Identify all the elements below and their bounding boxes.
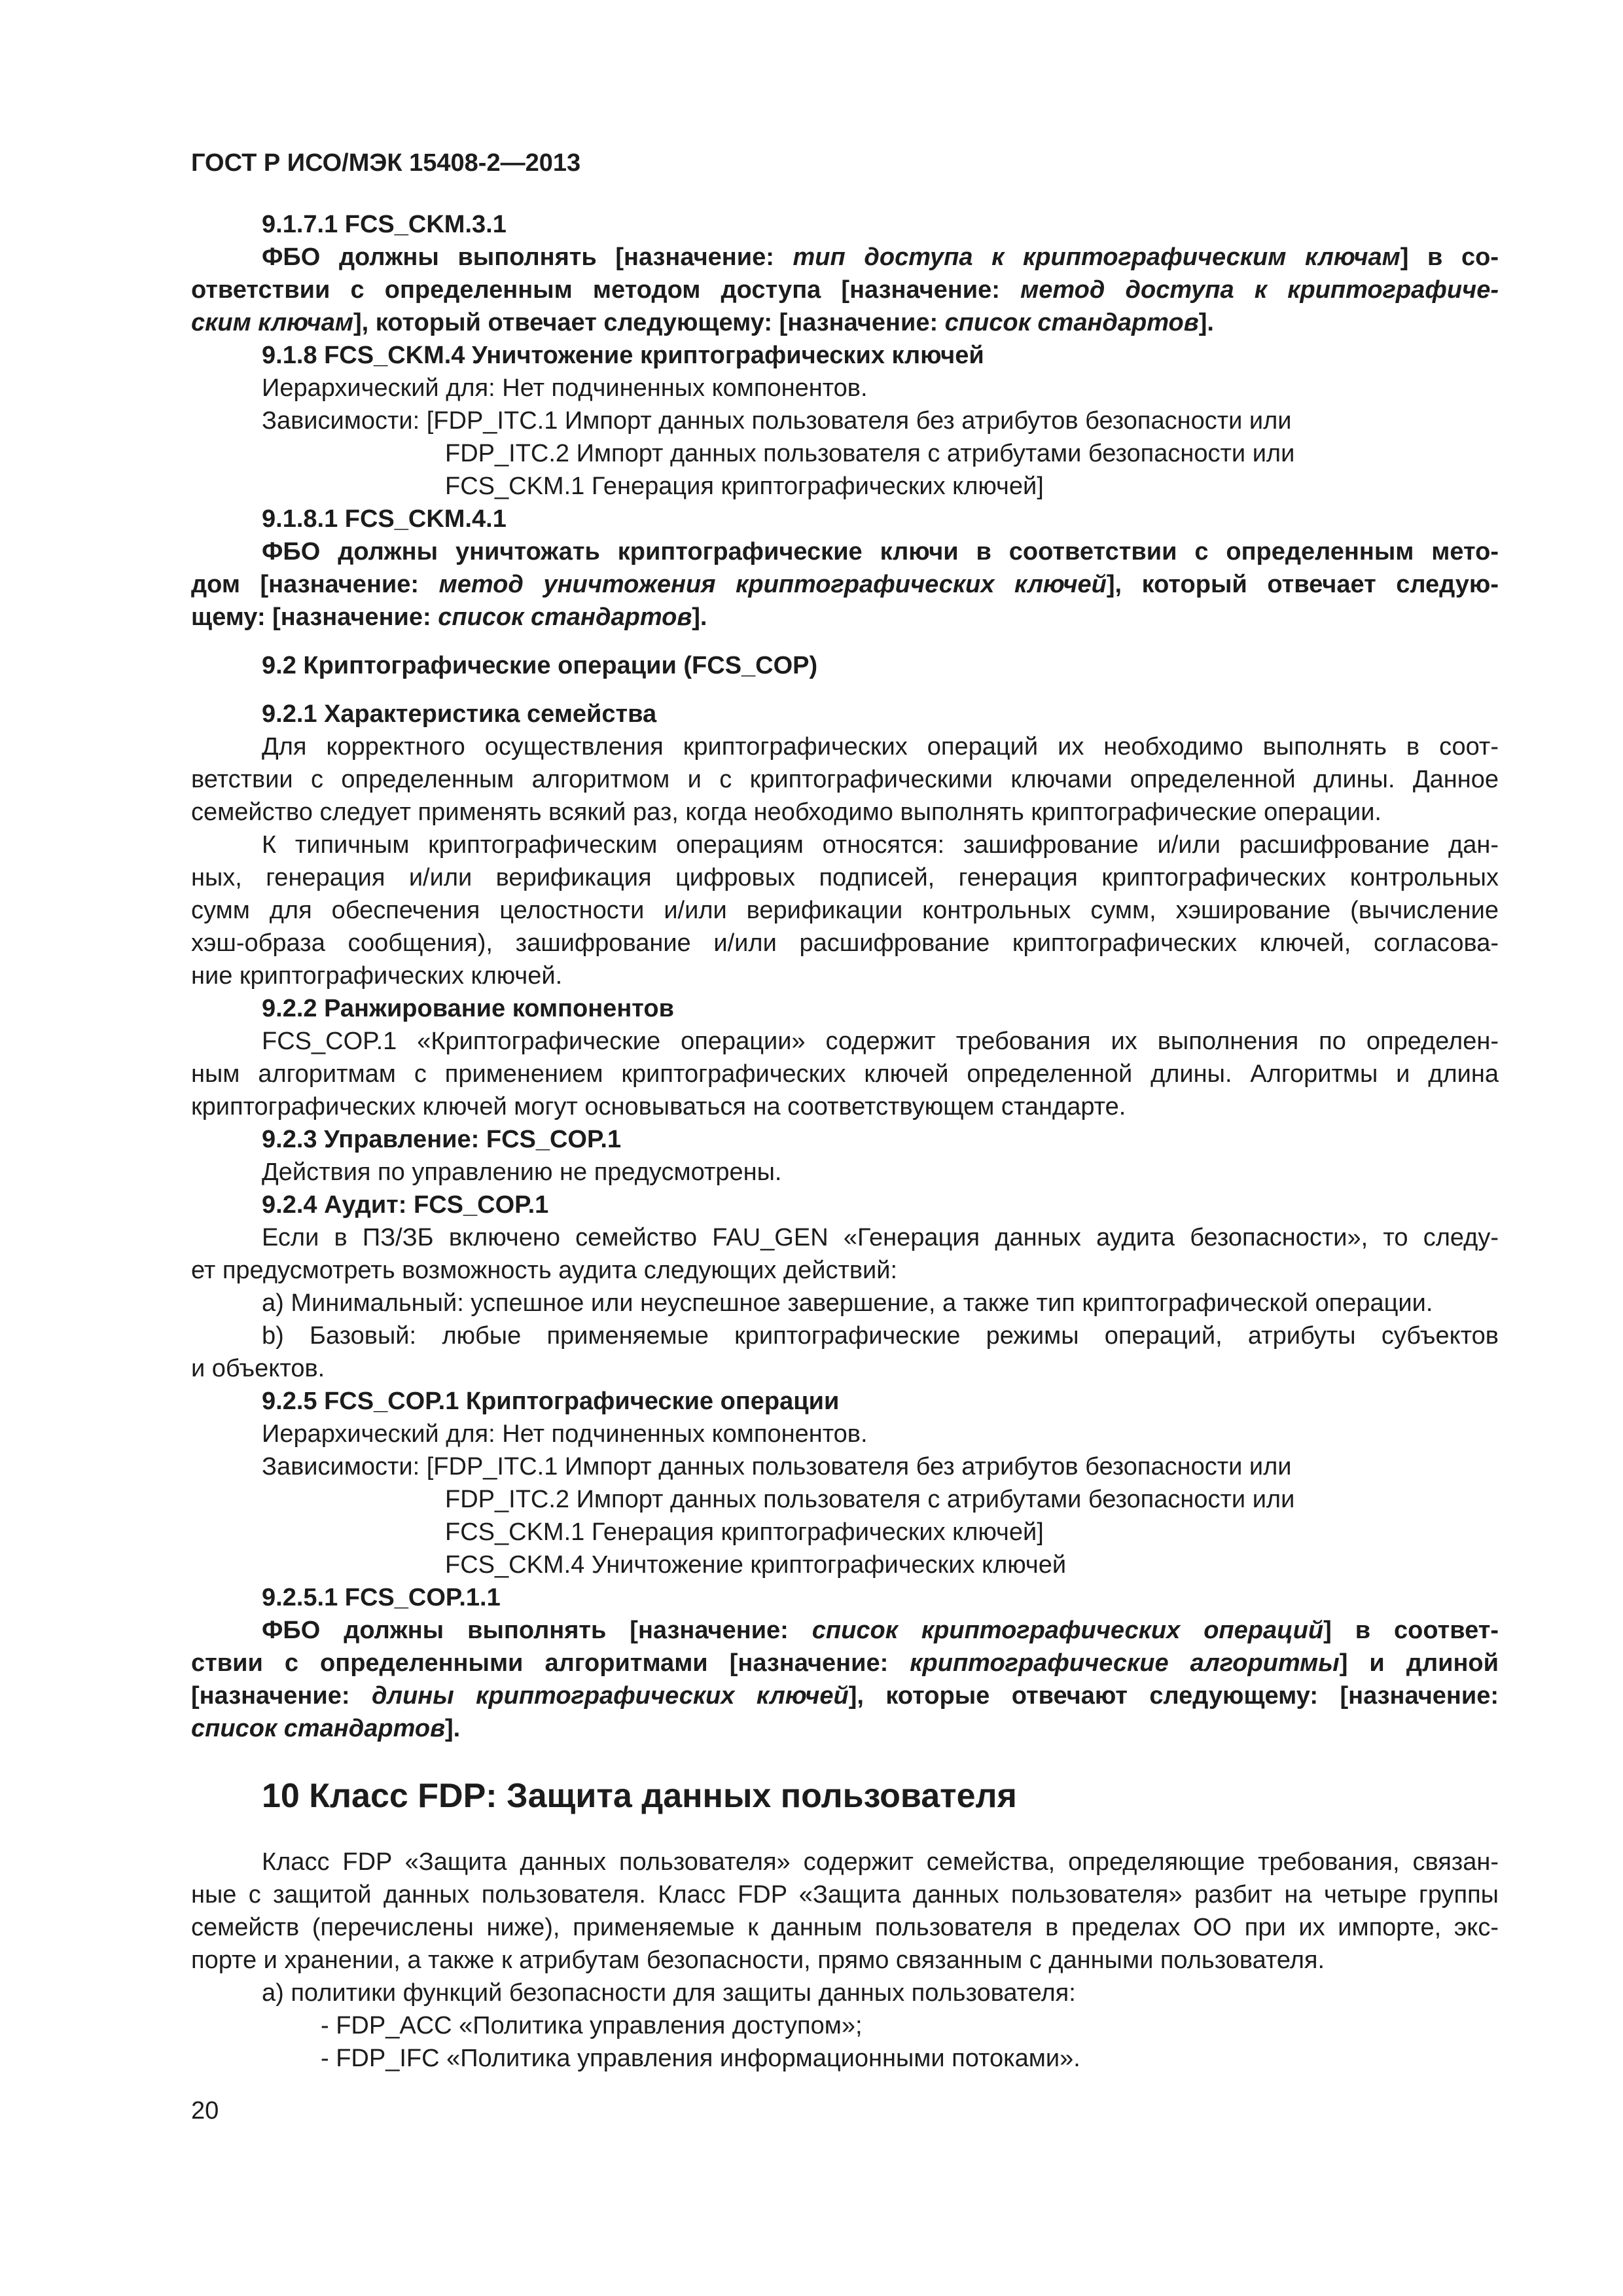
paragraph-line: FCS_COP.1 «Криптографические операции» содержит требования их выполнения по определен- <box>262 1028 1499 1055</box>
paragraph-line: ным алгоритмам с применением криптографических ключей определенной длины. Алгоритмы и длина <box>191 1060 1499 1088</box>
dependencies-line: FCS_CKM.1 Генерация криптографических ключей] <box>445 473 1044 500</box>
paragraph-line: Действия по управлению не предусмотрены. <box>262 1158 782 1186</box>
hierarchy-line: Иерархический для: Нет подчиненных компонентов. <box>262 1420 868 1448</box>
requirement-line: ФБО должны выполнять [назначение: тип доступа к криптографическим ключам] в со- <box>262 243 1499 271</box>
clause-heading-9-1-8: 9.1.8 FCS_CKM.4 Уничтожение криптографических ключей <box>262 342 984 369</box>
requirement-line: [назначение: длины криптографических ключей], которые отвечают следующему: [назначение: <box>191 1682 1499 1710</box>
requirement-line: ФБО должны выполнять [назначение: список криптографических операций] в соответ- <box>262 1617 1499 1644</box>
clause-heading-9-1-8-1: 9.1.8.1 FCS_CKM.4.1 <box>262 505 507 533</box>
list-item-dash: - FDP_IFC «Политика управления информационными потоками». <box>321 2045 1080 2072</box>
list-item-a: a) Минимальный: успешное или неуспешное завершение, а также тип криптографической операции. <box>262 1289 1433 1317</box>
dependencies-line: Зависимости: [FDP_ITC.1 Импорт данных пользователя без атрибутов безопасности или <box>262 1453 1292 1480</box>
dependencies-line: FCS_CKM.4 Уничтожение криптографических ключей <box>445 1551 1067 1579</box>
paragraph-line: Если в ПЗ/ЗБ включено семейство FAU_GEN «Генерация данных аудита безопасности», то следу- <box>262 1224 1499 1251</box>
paragraph-line: хэш-образа сообщения), зашифрование и/или расшифрование криптографических ключей, согласова- <box>191 929 1499 957</box>
paragraph-line: К типичным криптографическим операциям относятся: зашифрование и/или расшифрование дан- <box>262 831 1499 859</box>
paragraph-line: ные с защитой данных пользователя. Класс FDP «Защита данных пользователя» разбит на четыре группы <box>191 1881 1499 1909</box>
requirement-line: щему: [назначение: список стандартов]. <box>191 603 707 631</box>
paragraph-line: ветствии с определенным алгоритмом и с криптографическими ключами определенной длины. Данное <box>191 766 1499 793</box>
list-item-b-cont: и объектов. <box>191 1355 325 1382</box>
clause-heading-9-2-5: 9.2.5 FCS_COP.1 Криптографические операции <box>262 1388 840 1415</box>
clause-heading-9-2-1: 9.2.1 Характеристика семейства <box>262 700 657 728</box>
dependencies-line: Зависимости: [FDP_ITC.1 Импорт данных пользователя без атрибутов безопасности или <box>262 407 1292 435</box>
requirement-line: ским ключам], который отвечает следующему: [назначение: список стандартов]. <box>191 309 1214 336</box>
paragraph-line: порте и хранении, а также к атрибутам безопасности, прямо связанным с данными пользователя. <box>191 1946 1325 1974</box>
page-number: 20 <box>191 2097 219 2125</box>
dependencies-line: FDP_ITC.2 Импорт данных пользователя с атрибутами безопасности или <box>445 1486 1295 1513</box>
clause-heading-9-2-4: 9.2.4 Аудит: FCS_COP.1 <box>262 1191 549 1219</box>
running-header: ГОСТ Р ИСО/МЭК 15408-2—2013 <box>191 149 581 177</box>
list-item-dash: - FDP_ACC «Политика управления доступом»; <box>321 2012 863 2039</box>
paragraph-line: Для корректного осуществления криптографических операций их необходимо выполнять в соот- <box>262 733 1499 761</box>
clause-heading-9-2-5-1: 9.2.5.1 FCS_COP.1.1 <box>262 1584 501 1611</box>
paragraph-line: ет предусмотреть возможность аудита следующих действий: <box>191 1257 898 1284</box>
dependencies-line: FCS_CKM.1 Генерация криптографических ключей] <box>445 1518 1044 1546</box>
paragraph-line: семейство следует применять всякий раз, когда необходимо выполнять криптографические операции. <box>191 798 1382 826</box>
dependencies-line: FDP_ITC.2 Импорт данных пользователя с атрибутами безопасности или <box>445 440 1295 467</box>
requirement-line: ФБО должны уничтожать криптографические ключи в соответствии с определенным мето- <box>262 538 1499 565</box>
list-item-a: a) политики функций безопасности для защиты данных пользователя: <box>262 1979 1076 2007</box>
list-item-b: b) Базовый: любые применяемые криптографические режимы операций, атрибуты субъектов <box>262 1322 1499 1350</box>
clause-heading-9-2-2: 9.2.2 Ранжирование компонентов <box>262 995 674 1022</box>
clause-heading-9-1-7-1: 9.1.7.1 FCS_CKM.3.1 <box>262 211 507 238</box>
paragraph-line: ние криптографических ключей. <box>191 962 563 990</box>
clause-heading-9-2-3: 9.2.3 Управление: FCS_COP.1 <box>262 1126 622 1153</box>
requirement-line: дом [назначение: метод уничтожения криптографических ключей], который отвечает следую- <box>191 571 1499 598</box>
hierarchy-line: Иерархический для: Нет подчиненных компонентов. <box>262 374 868 402</box>
paragraph-line: криптографических ключей могут основываться на соответствующем стандарте. <box>191 1093 1126 1121</box>
requirement-line: ствии с определенными алгоритмами [назначение: криптографические алгоритмы] и длиной <box>191 1649 1499 1677</box>
paragraph-line: ных, генерация и/или верификация цифровых подписей, генерация криптографических контрольных <box>191 864 1499 891</box>
requirement-line: список стандартов]. <box>191 1715 461 1742</box>
paragraph-line: сумм для обеспечения целостности и/или верификации контрольных сумм, хэширование (вычисление <box>191 897 1499 924</box>
paragraph-line: Класс FDP «Защита данных пользователя» содержит семейства, определяющие требования, связан- <box>262 1848 1499 1876</box>
chapter-heading-10: 10 Класс FDP: Защита данных пользователя <box>262 1777 1017 1815</box>
section-heading-9-2: 9.2 Криптографические операции (FCS_COP) <box>262 652 818 679</box>
requirement-line: ответствии с определенным методом доступа [назначение: метод доступа к криптографиче- <box>191 276 1499 304</box>
paragraph-line: семейств (перечислены ниже), применяемые к данным пользователя в пределах ОО при их импорте, экс- <box>191 1914 1499 1941</box>
